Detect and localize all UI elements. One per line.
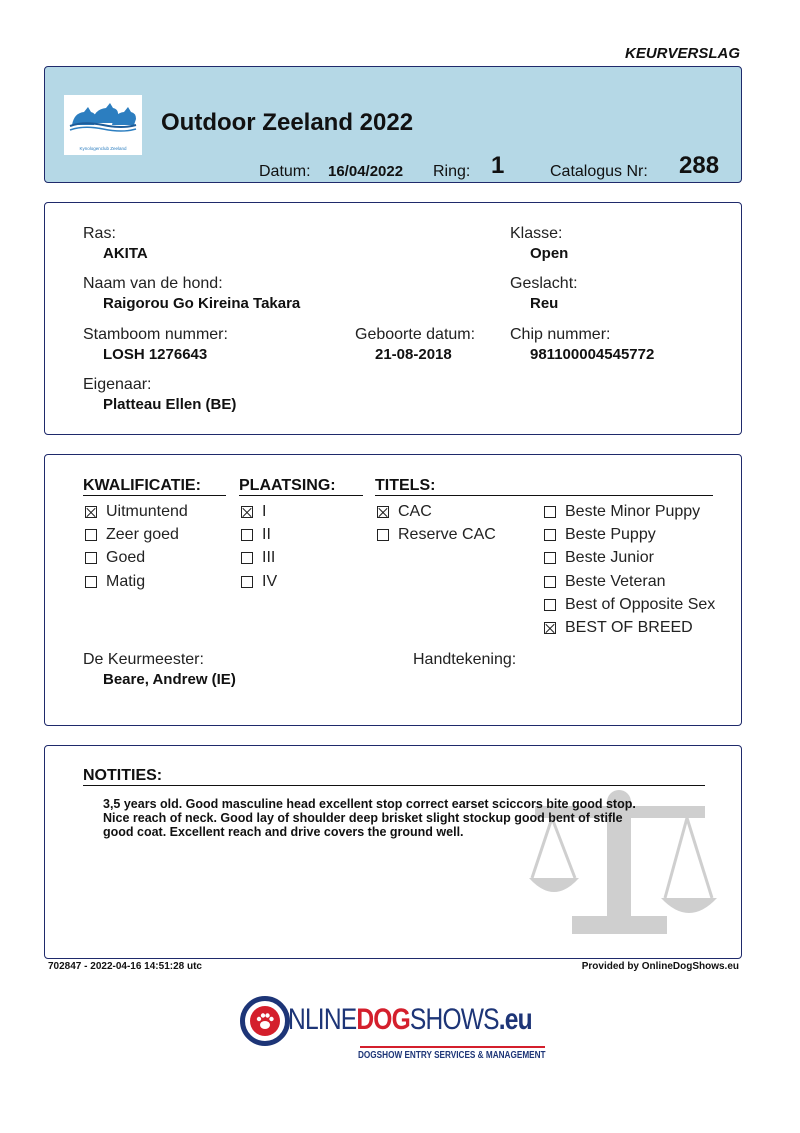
datum-value: 16/04/2022 [328,163,404,180]
club-logo-caption: Kynologenclub Zeeland [79,146,127,151]
unchecked-box-icon [241,552,253,564]
kwalificatie-option [85,526,179,544]
klasse-label: Klasse: [510,225,563,242]
stamboom-value: LOSH 1276643 [103,346,208,363]
eigenaar-label: Eigenaar: [83,376,152,393]
kwalificatie-option-label: Zeer goed [106,526,179,544]
ring-value: 1 [491,152,505,179]
dogs-logo-icon [64,95,142,139]
unchecked-box-icon [544,529,556,541]
geslacht-label: Geslacht: [510,275,578,292]
paw-badge [240,996,290,1046]
titel-extra-option [544,573,666,591]
notes-panel [44,745,742,959]
onlinedogshows-logo [240,993,560,1068]
document-type: KEURVERSLAG [624,45,740,62]
ras-value: AKITA [103,245,148,262]
unchecked-box-icon [85,529,97,541]
checked-box-icon [544,622,556,634]
results-panel [44,454,742,726]
keurmeester-value: Beare, Andrew (IE) [103,671,236,688]
titel-option [377,503,432,521]
geboorte-label: Geboorte datum: [355,326,476,343]
footer-id-timestamp: 702847 - 2022-04-16 14:51:28 utc [48,961,202,972]
plaatsing-underline [239,495,363,496]
datum-label: Datum: [259,163,311,180]
titel-option-label: CAC [398,503,432,520]
brand-wordmark [288,1003,532,1037]
titel-extra-option-label: Beste Veteran [565,572,666,590]
kwalificatie-option-label: Matig [106,572,146,590]
brand-dog: DOG [356,1003,410,1036]
titel-extra-option [544,503,700,521]
plaatsing-header: PLAATSING: [239,477,336,494]
notes-underline [83,785,705,786]
checked-box-icon [377,506,389,518]
titel-extra-option [544,596,715,614]
titel-extra-option-label: Beste Puppy [565,526,656,544]
catalogus-value: 288 [679,152,720,179]
handtekening-label: Handtekening: [413,651,517,668]
titel-extra-option-label: Best of Opposite Sex [565,595,716,613]
geboorte-value: 21-08-2018 [375,346,452,363]
plaatsing-option [241,526,271,544]
unchecked-box-icon [544,576,556,588]
klasse-value: Open [530,245,569,262]
event-title: Outdoor Zeeland 2022 [161,109,414,136]
notes-line: Nice reach of neck. Good lay of shoulder deep brisket slight stockup good bent of stifle [103,811,623,825]
paw-icon [254,1010,276,1032]
plaatsing-option-label: I [262,503,267,520]
unchecked-box-icon [544,506,556,518]
catalogus-label: Catalogus Nr: [550,163,648,180]
kwalificatie-underline [83,495,226,496]
titel-option [377,526,496,544]
kwalificatie-option [85,503,188,521]
keurmeester-label: De Keurmeester: [83,651,204,668]
dog-info-panel [44,202,742,435]
naam-value: Raigorou Go Kireina Takara [103,295,301,312]
titel-extra-option-label: Beste Minor Puppy [565,503,701,520]
stamboom-label: Stamboom nummer: [83,326,228,343]
checked-box-icon [241,506,253,518]
notes-header: NOTITIES: [83,767,163,784]
kwalificatie-option [85,573,145,591]
geslacht-value: Reu [530,295,559,312]
kwalificatie-option-label: Uitmuntend [106,503,188,520]
brand-nline: NLINE [288,1003,357,1036]
checked-box-icon [85,506,97,518]
titel-extra-option-label: Beste Junior [565,549,654,567]
brand-shows: SHOWS [409,1003,499,1036]
unchecked-box-icon [544,552,556,564]
titel-extra-option [544,526,656,544]
titel-extra-option [544,619,693,637]
plaatsing-option [241,549,275,567]
brand-eu: .eu [498,1003,532,1036]
chip-value: 981100004545772 [530,346,655,363]
brand-tagline: DOGSHOW ENTRY SERVICES & MANAGEMENT [358,1050,546,1061]
ras-label: Ras: [83,225,116,242]
kwalificatie-option-label: Goed [106,549,146,567]
titels-header: TITELS: [375,477,436,494]
brand-tagline-bar [360,1046,545,1048]
plaatsing-option [241,503,266,521]
ring-label: Ring: [433,163,471,180]
unchecked-box-icon [85,576,97,588]
kwalificatie-option [85,549,145,567]
unchecked-box-icon [85,552,97,564]
notes-line: 3,5 years old. Good masculine head excellent stop correct earset sciccors bite good stop. [103,797,636,811]
naam-label: Naam van de hond: [83,275,223,292]
chip-label: Chip nummer: [510,326,611,343]
unchecked-box-icon [241,529,253,541]
titel-extra-option [544,549,654,567]
plaatsing-option-label: III [262,549,276,567]
club-logo [64,95,142,155]
plaatsing-option-label: IV [262,572,278,590]
plaatsing-option-label: II [262,526,271,544]
header-panel [44,66,742,183]
titel-extra-option-label: BEST OF BREED [565,619,693,636]
titel-option-label: Reserve CAC [398,526,496,544]
kwalificatie-header: KWALIFICATIE: [83,477,201,494]
footer-provider: Provided by OnlineDogShows.eu [581,961,739,972]
eigenaar-value: Platteau Ellen (BE) [103,396,237,413]
unchecked-box-icon [544,599,556,611]
notes-line: good coat. Excellent reach and drive covers the ground well. [103,825,464,839]
notes-text [103,797,636,839]
plaatsing-option [241,573,277,591]
titels-underline [375,495,713,496]
unchecked-box-icon [377,529,389,541]
unchecked-box-icon [241,576,253,588]
